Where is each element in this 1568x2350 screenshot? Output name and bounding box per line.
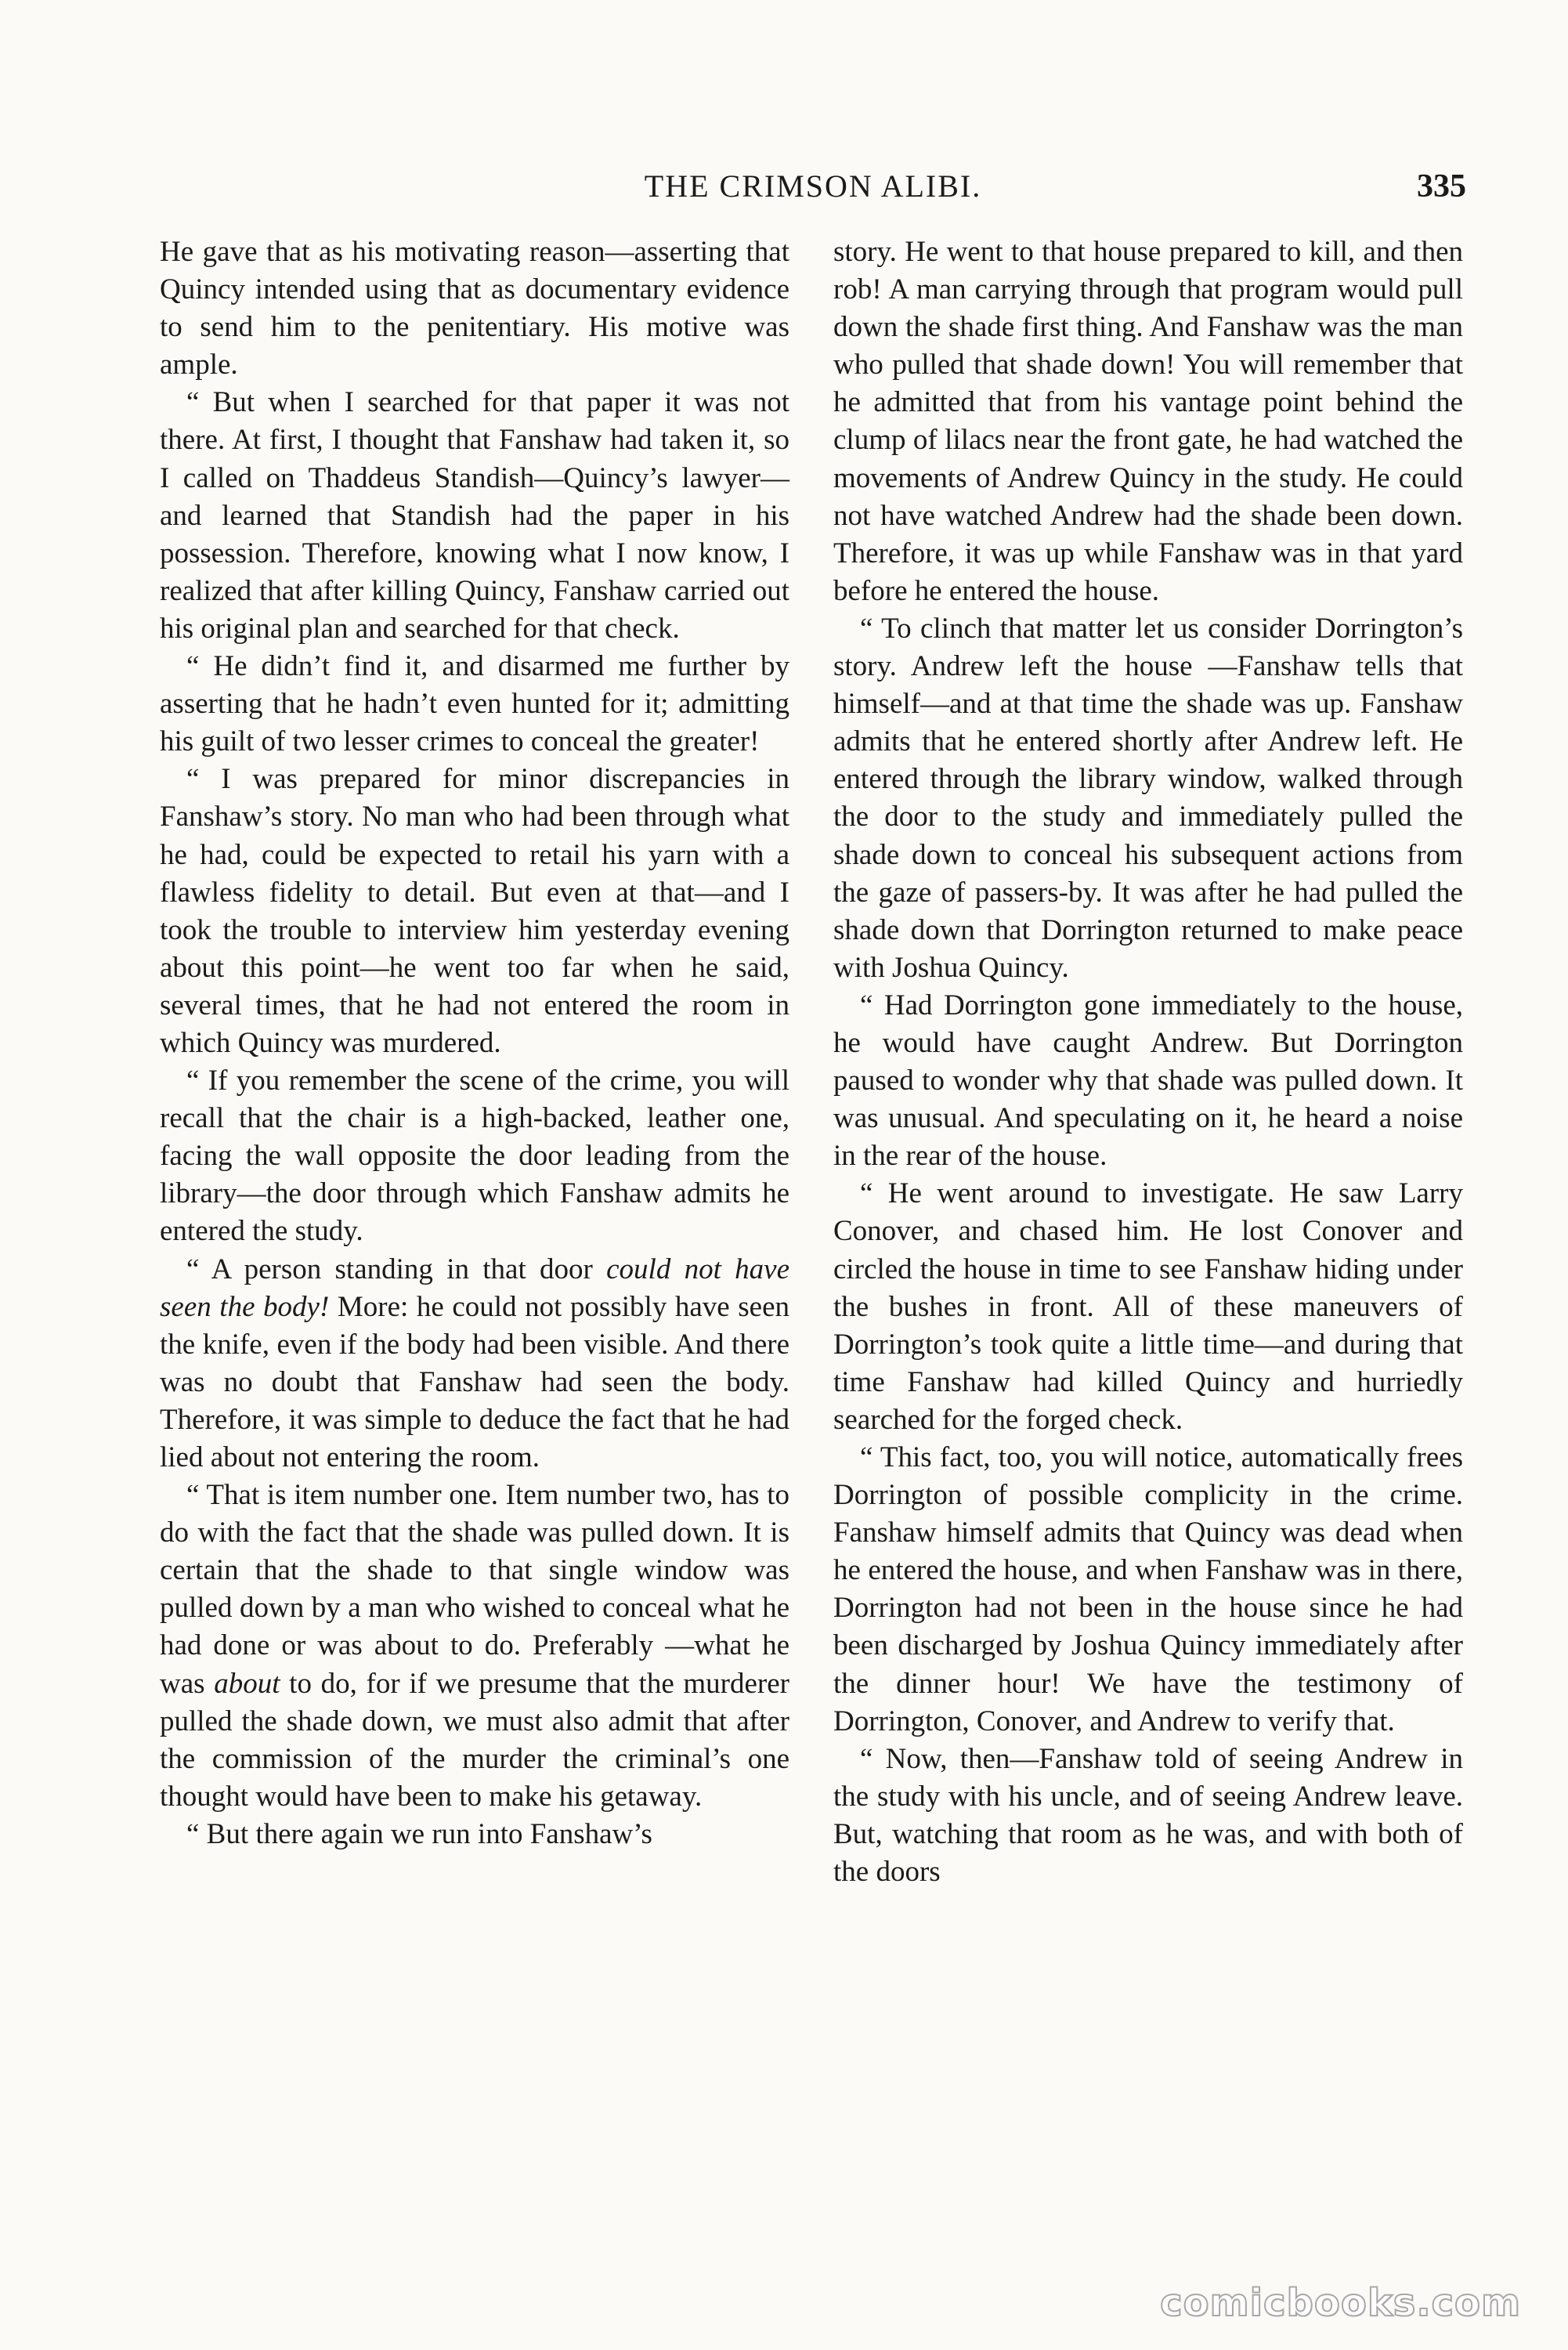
paragraph: “ He didn’t find it, and disarmed me further by asserting that he hadn’t even hunted for it; admitting his guilt of two lesser crimes to conceal the greater! [160, 650, 789, 758]
paragraph: “ Now, then—Fanshaw told of seeing Andrew in the study with his uncle, and of seeing Andrew leave. But, watching that room as he was, and with both of the doors [833, 1742, 1463, 1889]
paragraph: “ But there again we run into Fanshaw’s [186, 1817, 652, 1850]
paragraph: “ He went around to investigate. He saw Larry Conover, and chased him. He lost Conover and circled the house in time to see Fanshaw hiding under the bushes in front. All of these maneuvers of Dorrington’s took quite a little time—and during that time Fanshaw had killed Quincy and hurriedly searched for the forged check. [833, 1177, 1463, 1436]
paragraph-text: “ That is item number one. Item number two, has to do with the fact that the shade was pulled down. It is certain that the shade to that single window was pulled down by a man who wished to conceal what he had done or was about to do. Preferably —what he was [160, 1479, 789, 1700]
paragraph: “ To clinch that matter let us consider Dorrington’s story. Andrew left the house —Fanshaw tells that himself—and at that time the shade was up. Fanshaw admits that he entered shortly after Andrew left. He entered through the library window, walked through the door to the study and immediately pulled the shade down to conceal his subsequent actions from the gaze of passers-by. It was after he had pulled the shade down that Dorrington returned to make peace with Joshua Quincy. [833, 612, 1463, 984]
left-column [160, 233, 789, 1853]
italic-text: could not have seen the body! [160, 1253, 790, 1323]
page-header [160, 163, 1466, 210]
paragraph: “ If you remember the scene of the crime, you will recall that the chair is a high-backed, leather one, facing the wall opposite the door leading from the library—the door through which Fanshaw admits he entered the study. [160, 1065, 789, 1248]
paragraph: “ I was prepared for minor discrepancies in Fanshaw’s story. No man who had been through what he had, could be expected to retail his yarn with a flawless fidelity to detail. But even at that—and I took the trouble to interview him yesterday evening about this point—he went too far when he said, several times, that he had not entered the room in which Quincy was murdered. [160, 763, 789, 1059]
paragraph: “ Had Dorrington gone immediately to the house, he would have caught Andrew. But Dorrington paused to wonder why that shade was pulled down. It was unusual. And speculating on it, he heard a noise in the rear of the house. [833, 989, 1463, 1173]
paragraph-text: “ A person standing in that door [186, 1253, 607, 1285]
paragraph: story. He went to that house prepared to kill, and then rob! A man carrying through that program would pull down the shade first thing. And Fanshaw was the man who pulled that shade down! You will remember that he admitted that from his vantage point behind the clump of lilacs near the front gate, he had watched the movements of Andrew Quincy in the study. He could not have watched Andrew had the shade been down. Therefore, it was up while Fanshaw was in that yard before he entered the house. [833, 236, 1463, 607]
paragraph [160, 1477, 789, 1816]
paragraph-text: More: he could not possibly have seen the knife, even if the body had been visible. And there was no doubt that Fanshaw had seen the body. Therefore, it was simple to deduce the fact that he had lied about not entering the room. [160, 1290, 789, 1473]
page-number: 335 [1417, 168, 1466, 204]
right-column [833, 233, 1463, 1891]
running-title: THE CRIMSON ALIBI. [644, 168, 982, 204]
paragraph [160, 1251, 789, 1477]
watermark: comicbooks.com [1160, 2281, 1521, 2325]
paragraph-text: to do, for if we presume that the murderer pulled the shade down, we must also admit that after the commission of the murder the criminal’s one thought would have been to make his getaway. [160, 1667, 789, 1813]
italic-text: about [214, 1667, 280, 1700]
paragraph: “ This fact, too, you will notice, automatically frees Dorrington of possible complicity in the crime. Fanshaw himself admits that Quincy was dead when he entered the house, and when Fanshaw was in there, Dorrington had not been in the house since he had been discharged by Joshua Quincy immediately after the dinner hour! We have the testimony of Dorrington, Conover, and Andrew to verify that. [833, 1441, 1463, 1737]
paragraph: “ But when I searched for that paper it was not there. At first, I thought that Fanshaw had taken it, so I called on Thaddeus Standish—Quincy’s lawyer—and learned that Standish had the paper in his possession. Therefore, knowing what I now know, I realized that after killing Quincy, Fanshaw carried out his original plan and searched for that check. [160, 386, 789, 645]
paragraph: He gave that as his motivating reason—asserting that Quincy intended using that as documentary evidence to send him to the penitentiary. His motive was ample. [160, 236, 789, 381]
